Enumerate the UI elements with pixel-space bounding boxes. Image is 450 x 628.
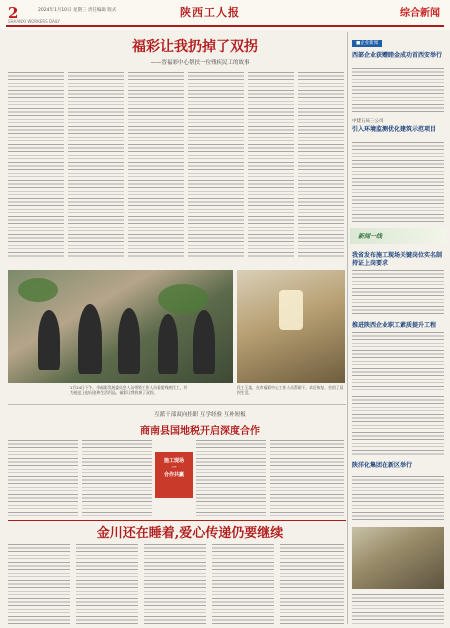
right-text-5: [352, 396, 444, 456]
sec2-text-col-4: [270, 440, 344, 516]
right-headline-1: 西部企业获赠睦金成功首西安举行: [352, 52, 443, 59]
sec2-text-col-2: [82, 440, 152, 516]
main-photo-caption: 1月24日下午，市福彩发展委员会人员带领工作人员看望残疾民工，并为他送上慰问金和生活用品。福彩让我扔掉了双拐。: [70, 385, 188, 395]
lamp-shape: [279, 290, 303, 330]
badge-line-1: 施工现场: [163, 458, 184, 464]
right-banner: [350, 228, 446, 244]
bottom-rule: [8, 520, 346, 521]
lead-text-col-6: [298, 72, 344, 257]
paper-logo: 陕西工人报: [180, 6, 240, 19]
lead-text-col-4: [188, 72, 244, 257]
right-headline-3: 引入环境监测优化建筑示范项目: [352, 126, 437, 133]
right-headline-6: 陕洋化集团在新区举行: [352, 462, 413, 469]
right-text-4: [352, 332, 444, 390]
date-strip: 2024年1月10日 星期三 责任编辑 版式: [38, 8, 117, 13]
second-story-subheadline: 互派干部双向挂职 互学经验 互补短板: [154, 412, 246, 418]
right-headline-2: 中建五局三公司: [352, 119, 384, 124]
leaf-shape: [18, 278, 58, 302]
right-photo: [352, 527, 444, 589]
right-text-2: [352, 142, 444, 224]
side-photo-caption: 民工王某，在市福彩中心工作人员帮助下，术后恢复，告别了双拐生活。: [237, 385, 344, 395]
bottom-text-col-5: [280, 544, 344, 624]
right-banner-label: 新闻一线: [358, 233, 383, 240]
bottom-text-col-1: [8, 544, 70, 624]
second-story-headline: 商南县国地税开启深度合作: [140, 426, 260, 437]
bottom-text-col-3: [144, 544, 206, 624]
sec2-text-col-1: [8, 440, 78, 516]
bottom-headline: 金川还在睡着,爱心传递仍要继续: [96, 526, 284, 541]
person-silhouette: [158, 314, 178, 374]
sec2-text-col-3: [196, 440, 266, 516]
right-headline-5: 推进陕西企业职工素质提升工程: [352, 322, 437, 329]
column-divider: [347, 32, 348, 624]
right-section-tag: ■企业新闻: [352, 40, 382, 47]
leaf-shape: [158, 284, 208, 314]
bottom-text-col-4: [212, 544, 274, 624]
section-divider: [8, 404, 346, 405]
right-text-3: [352, 270, 444, 316]
right-text-1: [352, 68, 444, 114]
page-number: 2: [8, 4, 19, 22]
lead-headline: 福彩让我扔掉了双拐: [132, 39, 258, 55]
person-silhouette: [38, 310, 60, 370]
badge-line-2: 一: [171, 465, 177, 471]
section-name: 综合新闻: [400, 8, 440, 19]
header-rule: [6, 25, 444, 27]
lead-text-col-5: [248, 72, 294, 257]
side-photo: [237, 270, 345, 383]
lead-text-col-1: [8, 72, 64, 257]
right-headline-4: 我省发布施工现场关键岗位实名制持证上岗要求: [352, 252, 443, 267]
lead-subheadline: ——晋福彩中心帮扶一位残疾民工的故事: [150, 60, 250, 66]
sub-strip: SHAANXI WORKERS DAILY: [8, 19, 61, 24]
lead-text-col-2: [68, 72, 124, 257]
person-silhouette: [118, 308, 140, 374]
person-silhouette: [78, 304, 102, 374]
right-text-7: [352, 594, 444, 624]
lead-text-col-3: [128, 72, 184, 257]
masthead: [0, 0, 450, 30]
bottom-text-col-2: [76, 544, 138, 624]
person-silhouette: [193, 310, 215, 374]
main-photo: [8, 270, 233, 383]
badge-line-3: 合作共赢: [163, 472, 184, 478]
highlight-badge: [155, 452, 193, 498]
right-text-6: [352, 476, 444, 522]
